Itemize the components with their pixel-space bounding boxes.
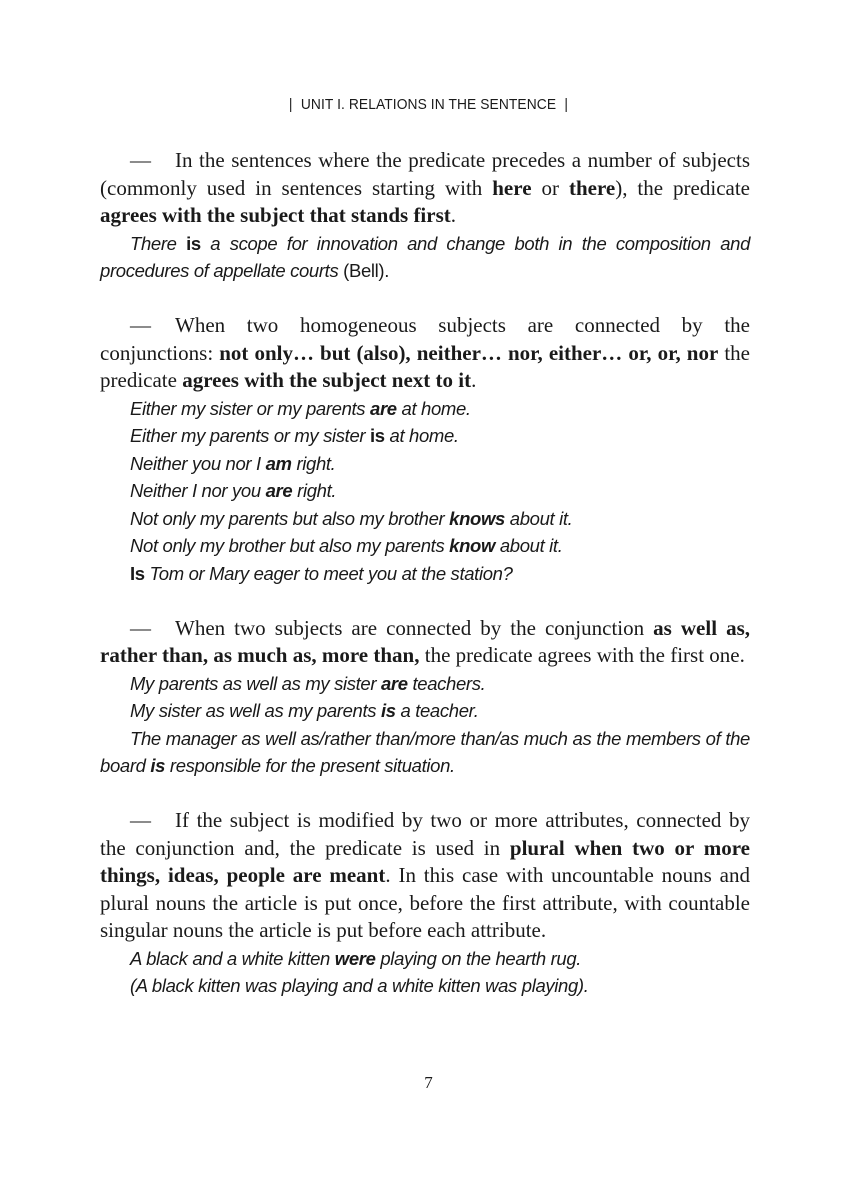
example-sentence [100, 505, 750, 533]
example-sentence [100, 422, 750, 450]
rule-bold: not only… but (also), neither… nor, either… or, or, nor [219, 340, 719, 365]
example-text: My parents as well as my sister [130, 672, 381, 694]
example-sentence [100, 477, 750, 505]
bullet-dash: — [130, 808, 151, 832]
page-number: 7 [424, 1073, 433, 1092]
rule-bold: here [492, 175, 532, 200]
example-text: playing on the hearth rug. [375, 947, 582, 969]
rule-text: When two subjects are connected by the conjunction [175, 615, 654, 640]
spacer [100, 285, 750, 313]
rule-text: ), the predicate [615, 175, 750, 200]
example-text: right. [292, 480, 337, 501]
example-verb: is [380, 700, 396, 721]
example-text: Not only my parents but also my brother [130, 507, 450, 529]
example-verb: know [449, 535, 496, 556]
rule-bold: as well as, rather than, as much as, more than, [100, 615, 750, 667]
rule-text: the predicate agrees with the first one. [419, 643, 745, 667]
example-verb: is [370, 425, 385, 446]
rule-bold: plural when two or more things, ideas, people are meant [100, 835, 750, 887]
example-text: (A black kitten was playing and a white kitten was playing). [130, 975, 589, 996]
example-verb: am [265, 452, 292, 474]
example-sentence [100, 945, 750, 973]
spacer [100, 780, 750, 808]
rule-text: In the sentences where the predicate precedes a number of subjects (commonly used in sentences starting with [100, 148, 750, 200]
rule-paragraph-2 [100, 312, 750, 395]
rule-bold: agrees with the subject that stands first [100, 203, 451, 227]
bullet-dash: — [130, 148, 151, 172]
header-title: UNIT I. RELATIONS IN THE SENTENCE [300, 96, 557, 113]
example-verb: are [265, 480, 293, 501]
example-text: responsible for the present situation. [165, 755, 455, 776]
rule-text: . In this case with uncountable nouns and plural nouns the article is put once, before the first attribute, with countable singular nouns the article is put before each attribute. [100, 863, 750, 942]
example-sentence [100, 230, 750, 285]
example-text: Tom or Mary eager to meet you at the station? [144, 562, 513, 584]
example-text: There [130, 232, 177, 254]
example-source: (Bell). [343, 260, 390, 281]
example-text: Not only my brother but also my parents [130, 535, 450, 556]
rule-bold: there [568, 175, 616, 200]
example-verb: is [186, 232, 201, 254]
example-sentence [100, 532, 750, 560]
header-bar-left: | [288, 96, 293, 113]
example-text: teachers. [407, 672, 486, 694]
example-text: right. [291, 452, 336, 474]
rule-text: If the subject is modified by two or more attributes, connected by the conjunction and, the predicate is used in [100, 808, 750, 860]
example-sentence [100, 697, 750, 725]
example-text: My sister as well as my parents [130, 700, 381, 721]
example-text: Neither you nor I [130, 452, 266, 474]
header-bar-right: | [564, 96, 569, 113]
running-header [34, 96, 822, 113]
example-question [100, 560, 750, 588]
example-verb: knows [449, 507, 505, 529]
example-text: A black and a white kitten [130, 947, 335, 969]
rule-text: . [450, 203, 457, 227]
example-sentence [100, 972, 750, 1000]
example-text: a teacher. [395, 700, 479, 721]
example-sentence [100, 450, 750, 478]
example-sentence [100, 725, 750, 780]
example-text: Either my sister or my parents [130, 397, 370, 419]
rule-paragraph-1 [100, 147, 750, 230]
example-text: at home. [396, 397, 471, 419]
example-text: The manager as well as/rather than/more than/as much as the members of the board [100, 727, 750, 776]
example-verb: Is [130, 562, 145, 584]
example-text: about it. [504, 507, 573, 529]
example-verb: is [150, 755, 166, 776]
example-verb: are [370, 397, 397, 419]
rule-bold: agrees with the subject next to it [182, 368, 472, 392]
bullet-dash: — [130, 313, 151, 337]
example-sentence [100, 395, 750, 423]
example-text: Either my parents or my sister [130, 425, 370, 446]
example-sentence [100, 670, 750, 698]
example-text: a scope for innovation and change both in the composition and procedures of appellate courts [100, 232, 751, 281]
rule-text: or [531, 175, 569, 200]
rule-text: . [471, 368, 477, 392]
spacer [100, 587, 750, 615]
example-text: at home. [384, 425, 459, 446]
rule-text: the predicate [100, 340, 750, 392]
rule-paragraph-4 [100, 807, 750, 945]
rule-text: When two homogeneous subjects are connected by the conjunctions: [100, 313, 750, 365]
bullet-dash: — [130, 615, 151, 640]
example-verb: were [334, 947, 376, 969]
example-text: about it. [495, 535, 563, 556]
example-verb: are [380, 672, 408, 694]
example-text: Neither I nor you [130, 480, 266, 501]
rule-paragraph-3 [100, 615, 750, 670]
page-body [100, 147, 750, 1000]
